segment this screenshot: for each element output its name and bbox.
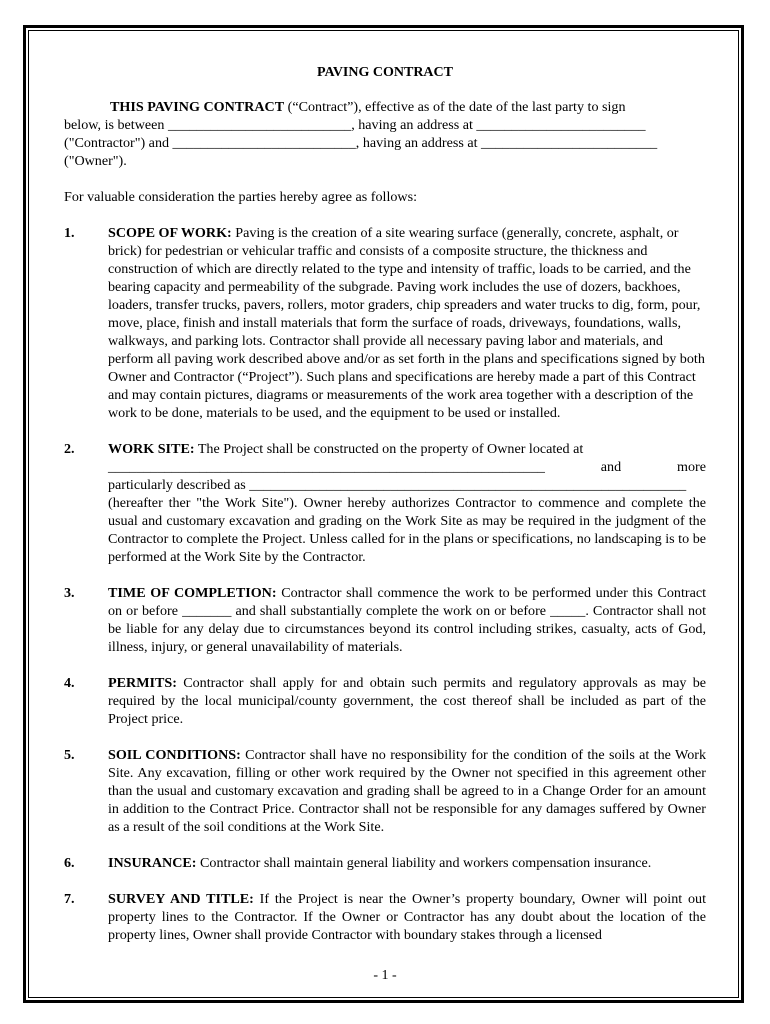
section-text: (hereafter ther "the Work Site"). Owner hereby authorizes Contractor to commence and complete the usual and customary excavation and grading on the Work Site as may be required in the judgment of the Contractor to complete the Project. Unless called for in the plans or specifications, no landscaping is to be performed at the Work Site by the Contractor. [108, 495, 706, 565]
work-site-line-1-text: The Project shall be constructed on the property of Owner located at [194, 441, 584, 457]
intro-line-1 [64, 98, 706, 116]
section-text: If the Project is near the Owner’s property boundary, Owner will point out property lines to the Contractor. If the Owner or Contractor has any doubt about the location of the property lines, Owner shall provide Contractor with boundary stakes through a licensed [108, 891, 706, 943]
section-text: Contractor shall have no responsibility for the condition of the soils at the Work Site. Any excavation, filling or other work required by the Owner not specified in this agreement other than the usual and customary excavation and grading shall be agreed to in a Change Order for an amount in addition to the Contract Price. Contractor shall not be responsible for any damages suffered by Owner as a result of the soil conditions at the Work Site. [108, 747, 706, 835]
section-body [108, 854, 706, 872]
section-text: Contractor shall commence the work to be performed under this Contract on or before _______ and shall substantially complete the work on or before _____. Contractor shall not be liable for any delay due to circumstances beyond its control including strikes, casualty, acts of God, illness, injury, or general unavailability of materials. [108, 585, 707, 655]
document-title: PAVING CONTRACT [317, 65, 453, 80]
section-number: 1. [64, 225, 75, 241]
section-heading: SOIL CONDITIONS: [108, 747, 241, 763]
section-body [108, 584, 706, 656]
section-text: Paving is the creation of a site wearing surface (generally, concrete, asphalt, or brick) for pedestrian or vehicular traffic and consists of a composite structure, the thickness and construction of which are directly related to the type and intensity of traffic, loads to be carried, and the bearing capacity and permeability of the subgrade. Paving work includes the use of dozers, backhoes, loaders, transfer trucks, pavers, rollers, motor graders, chip spreaders and water trucks to dig, form, pour, move, place, finish and install materials that form the surface of roads, driveways, foundations, walls, walkways, and parking lots. Contractor shall provide all necessary paving labor and materials, and perform all paving work described above and/or as set forth in the plans and specifications signed by both Owner and Contractor (“Project”). Such plans and specifications are hereby made a part of this Contract and may contain pictures, diagrams or measurements of the work area together with a description of the work to be done, materials to be used, and the equipment to be used or installed. [108, 225, 705, 421]
section-number: 6. [64, 855, 75, 871]
intro-lead: THIS PAVING CONTRACT [110, 99, 285, 115]
section-body [108, 890, 706, 944]
section-heading: WORK SITE: [108, 441, 195, 457]
section-body [108, 224, 706, 422]
work-site-line-1 [108, 440, 706, 458]
section-text: Contractor shall apply for and obtain such permits and regulatory approvals as may be required by the local municipal/county government, the cost thereof shall be included as part of the Project price. [108, 675, 706, 727]
section-body [108, 674, 706, 728]
section-insurance [64, 854, 706, 872]
work-site-line-2: ______________________________________________________________ and more [108, 459, 706, 475]
section-number: 7. [64, 891, 75, 907]
section-permits [64, 674, 706, 728]
intro-continuation [64, 116, 706, 170]
section-work-site [64, 440, 706, 566]
section-heading: SCOPE OF WORK: [108, 225, 232, 241]
section-heading: PERMITS: [108, 675, 177, 691]
section-heading: TIME OF COMPLETION: [108, 585, 277, 601]
intro-line-3: ("Contractor") and __________________________, having an address at _________________________ [64, 135, 658, 151]
section-heading: INSURANCE: [108, 855, 197, 871]
section-number: 5. [64, 747, 75, 763]
section-survey-and-title [64, 890, 706, 944]
section-heading: SURVEY AND TITLE: [108, 891, 254, 907]
section-body [108, 746, 706, 836]
section-body [108, 440, 706, 566]
section-time-of-completion [64, 584, 706, 656]
section-number: 4. [64, 675, 75, 691]
intro-paragraph [64, 98, 706, 116]
page-number: - 1 - [373, 968, 397, 983]
section-number: 2. [64, 441, 75, 457]
section-text: Contractor shall maintain general liability and workers compensation insurance. [196, 855, 652, 871]
intro-line-2: below, is between __________________________, having an address at ________________________ [64, 117, 646, 133]
intro-line-4: ("Owner"). [64, 153, 127, 169]
intro-line-1-rest: (“Contract”), effective as of the date of the last party to sign [284, 99, 626, 115]
consideration-text: For valuable consideration the parties hereby agree as follows: [64, 189, 418, 205]
section-number: 3. [64, 585, 75, 601]
section-scope-of-work [64, 224, 706, 422]
contract-page [64, 64, 706, 962]
work-site-line-3: particularly described as ______________________________________________________________ [108, 477, 687, 493]
section-soil-conditions [64, 746, 706, 836]
